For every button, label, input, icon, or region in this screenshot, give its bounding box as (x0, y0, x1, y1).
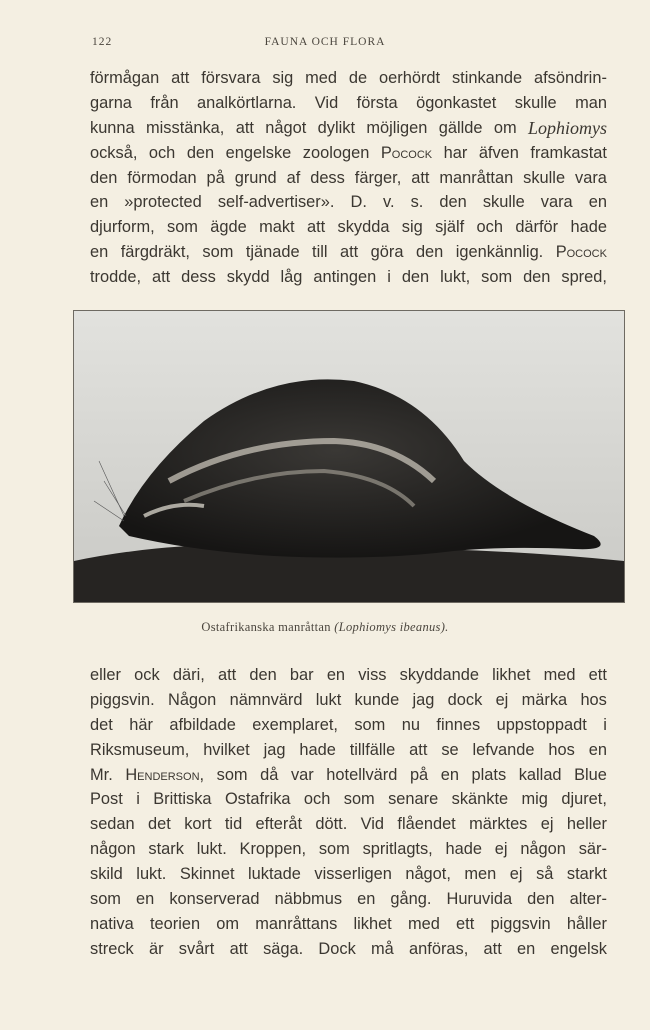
word: en (440, 765, 459, 784)
word: kallad (518, 765, 562, 784)
word: Dock (318, 939, 356, 958)
word: gällde (438, 118, 483, 137)
word: Ostafrika (224, 790, 291, 809)
word: piggsvin. (90, 690, 155, 709)
word: som (343, 790, 375, 809)
word: stinkande (451, 69, 523, 87)
word: någon (520, 840, 566, 859)
word: vara (540, 193, 573, 212)
word: att (306, 218, 326, 237)
word: första (356, 93, 398, 112)
word: och (148, 143, 176, 162)
word: den (90, 168, 118, 187)
word: hos (548, 740, 575, 759)
word: self-advertiser». (217, 193, 335, 212)
word: med (543, 666, 576, 684)
word: antingen (313, 268, 377, 287)
text-line (90, 66, 607, 91)
word: att (151, 268, 171, 287)
word: att (217, 666, 237, 684)
word: med (305, 69, 338, 87)
word: i (387, 268, 391, 287)
word: makt (259, 218, 295, 237)
caption-species: (Lophiomys ibeanus). (334, 620, 449, 634)
word: luktade (248, 865, 301, 884)
word: och (476, 218, 503, 237)
word: nämnvärd (229, 690, 303, 709)
word: att (409, 740, 428, 759)
word: färger, (354, 168, 402, 187)
text-line (90, 166, 607, 191)
word: hotellvärd (326, 765, 398, 784)
word: eller (90, 666, 121, 684)
word: senare (388, 790, 439, 809)
word: som (202, 243, 234, 262)
page-number: 122 (92, 36, 113, 48)
word: grund (234, 168, 277, 187)
word: alter- (569, 890, 607, 909)
word: spred, (561, 268, 607, 287)
word: Riksmuseum, (90, 740, 190, 759)
word: det (90, 715, 113, 734)
word: något, (405, 865, 451, 884)
word: ett (588, 666, 607, 684)
word: djuret, (561, 790, 607, 809)
word: man (575, 93, 607, 112)
text-line (90, 738, 607, 763)
word: hade (299, 740, 336, 759)
word: spritlagts, (362, 840, 433, 859)
word: teorien (149, 914, 201, 933)
word: vara (575, 168, 607, 187)
word: färgdräkt, (120, 243, 190, 262)
word: analkörtlarna. (197, 93, 297, 112)
word: att (483, 939, 502, 958)
figure-caption (0, 620, 650, 635)
word: har (443, 143, 468, 162)
word: piggsvin (490, 914, 551, 933)
word: att (229, 939, 248, 958)
word: efteråt (255, 815, 303, 834)
word: den (523, 268, 551, 287)
word: en (588, 193, 607, 212)
word: nativa (90, 914, 134, 933)
text-line (90, 837, 607, 862)
word: försvara (201, 69, 261, 87)
word: äfven (478, 143, 519, 162)
word: zoologen (302, 143, 370, 162)
word: på (206, 168, 225, 187)
word: ej (495, 690, 509, 709)
word: en (90, 193, 109, 212)
word: kort (184, 815, 212, 834)
word: märktes (469, 815, 528, 834)
word: skydd (226, 268, 270, 287)
word: som (167, 218, 198, 237)
word: D. (350, 193, 367, 212)
word: starkt (566, 865, 607, 884)
word: ett (456, 914, 475, 933)
word: själf (435, 218, 465, 237)
word: som (216, 765, 248, 784)
word: den (439, 193, 467, 212)
word: mig (521, 790, 548, 809)
word: garna (90, 93, 132, 112)
word: ej (540, 815, 554, 834)
word: misstänka, (146, 118, 225, 137)
word: en (357, 890, 376, 909)
word: Blue (574, 765, 607, 784)
word: gång. (390, 890, 432, 909)
running-title: FAUNA OCH FLORA (264, 36, 386, 48)
word: s. (410, 193, 424, 212)
word: jag (412, 690, 435, 709)
word: sig (401, 218, 423, 237)
word: lefvande (472, 740, 535, 759)
word: nu (401, 715, 420, 734)
word: likhet (353, 914, 392, 933)
name-smallcaps: Pocock (380, 143, 433, 162)
figure-photo-maned-rat (73, 310, 625, 603)
word: från (150, 93, 179, 112)
word: tillfälle (349, 740, 396, 759)
text-line (90, 240, 607, 265)
word: håller (566, 914, 607, 933)
text-line (90, 713, 607, 738)
text-line (90, 763, 607, 788)
word: den (527, 890, 555, 909)
word: heller (566, 815, 607, 834)
word: uppstoppadt (496, 715, 587, 734)
word: oerhördt (379, 69, 441, 87)
word: näbbmus (274, 890, 343, 909)
word: något (265, 118, 307, 137)
word: tid (224, 815, 243, 834)
word: då (260, 765, 279, 784)
word: den (415, 243, 444, 262)
word: i (603, 715, 607, 734)
word: ej (494, 840, 508, 859)
text-line (90, 91, 607, 116)
text-line (90, 116, 607, 141)
word: Mr. (90, 765, 113, 784)
word: skulle (482, 193, 525, 212)
word: likhet (492, 666, 531, 684)
word: en (136, 890, 155, 909)
word: skulle (523, 168, 566, 187)
word: också, (90, 143, 138, 162)
word: ej (509, 865, 523, 884)
word: förmodan (127, 168, 197, 187)
word: dock (447, 690, 483, 709)
word: engelske (225, 143, 292, 162)
word: låg (280, 268, 303, 287)
word: streck (90, 939, 134, 958)
italic-term: Lophiomys (527, 117, 607, 138)
word: kunde (354, 690, 400, 709)
word: en (90, 243, 109, 262)
word: med (407, 914, 440, 933)
word: dess (181, 268, 216, 287)
word: ögonkastet (416, 93, 497, 112)
word: skydda (337, 218, 390, 237)
word: trodde, (90, 268, 142, 287)
text-line (90, 937, 607, 962)
word: manråttan (439, 168, 514, 187)
caption-text: Ostafrikanska manråttan (201, 620, 331, 634)
word: en (517, 939, 536, 958)
text-line (90, 862, 607, 887)
word: dess (310, 168, 345, 187)
word: till (312, 243, 328, 262)
word: de (348, 69, 368, 87)
name-smallcaps: Pocock (555, 243, 607, 262)
word: hvilket (203, 740, 250, 759)
word: på (409, 765, 429, 784)
word: som (90, 890, 121, 909)
word: afsöndrin- (534, 69, 607, 87)
word: hade (445, 840, 482, 859)
paragraph-1 (90, 66, 607, 290)
text-line (90, 688, 607, 713)
word: som (354, 715, 386, 734)
word: en (326, 666, 346, 684)
word: möjligen (366, 118, 428, 137)
word: dylikt (317, 118, 355, 137)
word: om (493, 118, 517, 137)
word: förmågan (90, 69, 160, 87)
text-line (90, 265, 607, 290)
word: därför (515, 218, 559, 237)
word: viss (358, 666, 387, 684)
word: men (464, 865, 497, 884)
text-line (90, 912, 607, 937)
word: är (148, 939, 164, 958)
word: Post (90, 790, 123, 809)
word: däri, (172, 666, 205, 684)
text-line (90, 663, 607, 688)
word: kunna (90, 118, 135, 137)
word: att (411, 168, 430, 187)
word: Någon (167, 690, 217, 709)
word: afbildade (169, 715, 236, 734)
word: göra (370, 243, 404, 262)
text-line (90, 787, 607, 812)
word: af (286, 168, 301, 187)
word: finnes (436, 715, 481, 734)
word: om (216, 914, 240, 933)
word: Vid (314, 93, 339, 112)
word: flåendet (397, 815, 456, 834)
word: Huruvida (446, 890, 513, 909)
word: någon (90, 840, 136, 859)
word: ock (134, 666, 160, 684)
word: framkastat (530, 143, 607, 162)
word: konserverad (169, 890, 260, 909)
word: ägde (210, 218, 247, 237)
word: bar (289, 666, 314, 684)
word: säga. (263, 939, 304, 958)
text-line (90, 215, 607, 240)
word: som (481, 268, 513, 287)
word: v. (382, 193, 395, 212)
word: att (235, 118, 254, 137)
word: hos (580, 690, 607, 709)
word: Vid (360, 815, 385, 834)
word: svårt (178, 939, 215, 958)
word: engelsk (550, 939, 607, 958)
word: det (148, 815, 171, 834)
word: stark (148, 840, 184, 859)
word: dött. (315, 815, 348, 834)
word: skild (90, 865, 123, 884)
word: lukt. (136, 865, 167, 884)
word: lukt (315, 690, 342, 709)
text-line (90, 812, 607, 837)
word: jag (263, 740, 286, 759)
word: skulle (514, 93, 557, 112)
word: Brittiska (153, 790, 212, 809)
word: djurform, (90, 218, 155, 237)
word: den (249, 666, 277, 684)
word: anföras, (409, 939, 469, 958)
word: Skinnet (179, 865, 235, 884)
name-smallcaps: Henderson, (125, 765, 205, 784)
word: se (441, 740, 459, 759)
word: tjänade (245, 243, 300, 262)
word: som (318, 840, 350, 859)
word: visserligen (314, 865, 392, 884)
word: hade (570, 218, 607, 237)
word: sär- (578, 840, 607, 859)
word: var (290, 765, 314, 784)
word: igenkännlig. (455, 243, 544, 262)
word: må (371, 939, 394, 958)
word: skänkte (451, 790, 509, 809)
word: sig (272, 69, 294, 87)
word: den (401, 268, 430, 287)
word: Kroppen, (239, 840, 307, 859)
word: skyddande (399, 666, 479, 684)
word: lukt. (196, 840, 227, 859)
word: märka (521, 690, 568, 709)
word: exemplaret, (252, 715, 338, 734)
word: plats (471, 765, 507, 784)
word: så (536, 865, 554, 884)
word: att (171, 69, 190, 87)
word: den (186, 143, 215, 162)
word: lukt, (440, 268, 471, 287)
text-line (90, 141, 607, 166)
word: sedan (90, 815, 135, 834)
text-line (90, 190, 607, 215)
paragraph-2 (90, 663, 607, 962)
word: i (136, 790, 140, 809)
word: manråttans (255, 914, 338, 933)
text-line (90, 887, 607, 912)
word: här (129, 715, 153, 734)
word: en (588, 740, 607, 759)
word: »protected (124, 193, 202, 212)
word: och (303, 790, 331, 809)
word: att (339, 243, 359, 262)
